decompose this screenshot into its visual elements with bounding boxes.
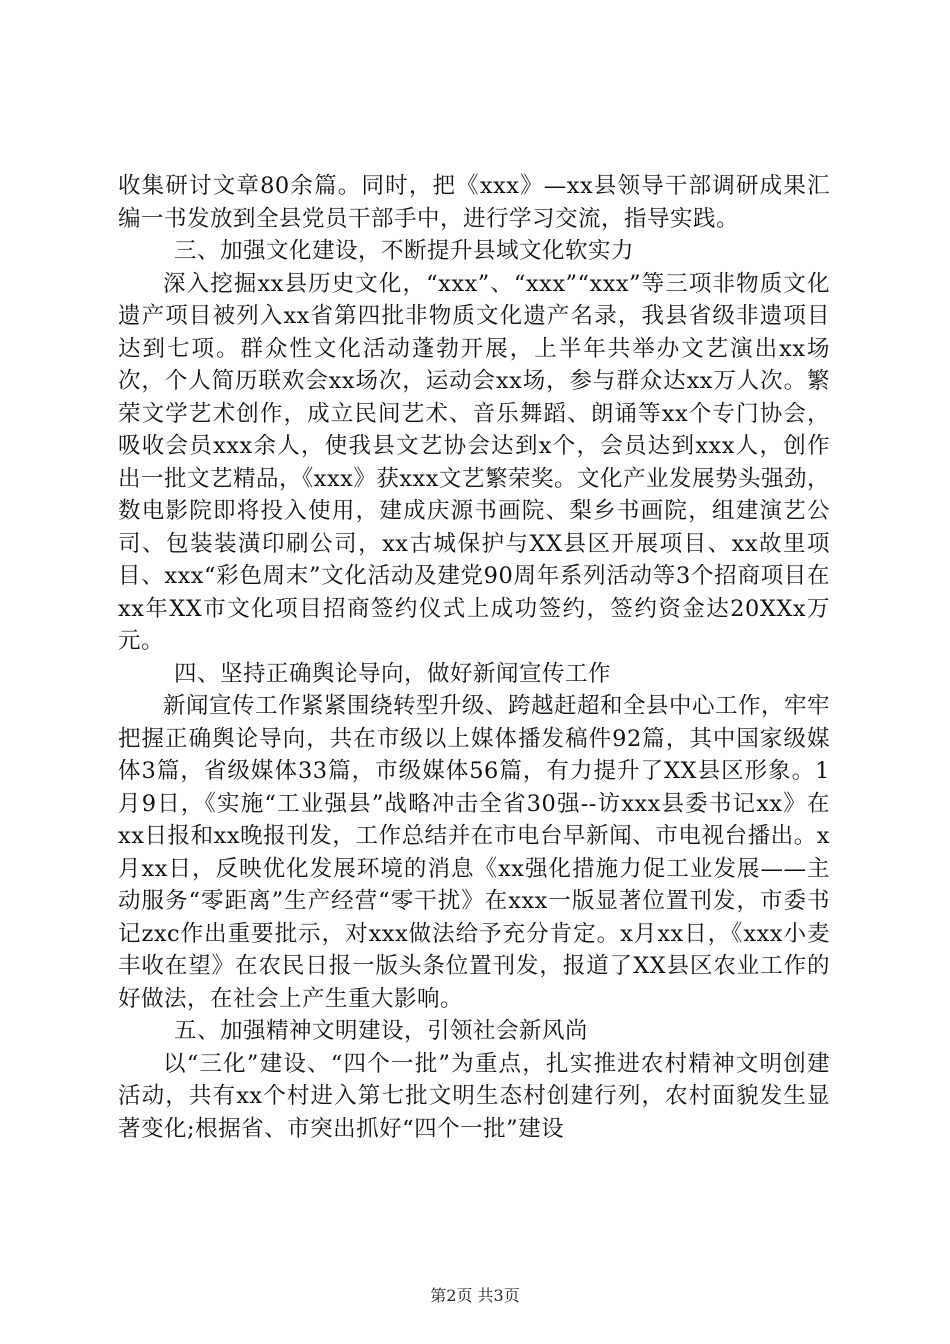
section-heading-5: 五、加强精神文明建设，引领社会新风尚 <box>174 1018 589 1044</box>
paragraph-culture: 深入挖掘xx县历史文化，“xxx”、“xxx”“xxx”等三项非物质文化遗产项目被列入xx省第四批非物质文化遗产名录，我县省级非遗项目达到七项。群众性文化活动蓬勃开展，上半年共举办文艺演出xx场次，个人简历联欢会xx场次，运动会xx场，参与群众达xx万人次。繁荣文学艺术创作，成立民间艺术、音乐舞蹈、朗诵等xx个专门协会，吸收会员xxx余人，使我县文艺协会达到x个，会员达到xxx人，创作出一批文艺精品，《xxx》获xxx文艺繁荣奖。文化产业发展势头强劲，数电影院即将投入使用，建成庆源书画院、梨乡书画院，组建演艺公司、包装装潢印刷公司，xx古城保护与XX县区开展项目、xx故里项目、xxx“彩色周末”文化活动及建党90周年系列活动等3个招商项目在xx年XX市文化项目招商签约仪式上成功签约，签约资金达20XXx万元。 <box>118 270 830 654</box>
paragraph-news: 新闻宣传工作紧紧围绕转型升级、跨越赶超和全县中心工作，牢牢把握正确舆论导向，共在市级以上媒体播发稿件92篇，其中国家级媒体3篇，省级媒体33篇，市级媒体56篇，有力提升了XX县区形象。1月9日，《实施“工业强县”战略冲击全省30强--访xxx县委书记xx》在xx日报和xx晚报刊发，工作总结并在市电台早新闻、市电视台播出。x月xx日，反映优化发展环境的消息《xx强化措施力促工业发展——主动服务“零距离”生产经营“零干扰》在xxx一版显著位置刊发，市委书记zxc作出重要批示，对xxx做法给予充分肯定。x月xx日，《xxx小麦丰收在望》在农民日报一版头条位置刊发，报道了XX县区农业工作的好做法，在社会上产生重大影响。 <box>118 693 831 1012</box>
document-body <box>118 170 830 1145</box>
paragraph-civilization: 以“三化”建设、“四个一批”为重点，扎实推进农村精神文明创建活动，共有xx个村进入第七批文明生态村创建行列，农村面貌发生显著变化;根据省、市突出抓好“四个一批”建设 <box>118 1050 830 1142</box>
paragraph-intro: 收集研讨文章80余篇。同时，把《xxx》—xx县领导干部调研成果汇编一书发放到全县党员干部手中，进行学习交流，指导实践。 <box>118 173 830 232</box>
section-heading-4: 四、坚持正确舆论导向，做好新闻宣传工作 <box>174 660 612 687</box>
page-number-footer: 第2页 共3页 <box>430 1286 520 1305</box>
section-heading-3: 三、加强文化建设，不断提升县域文化软实力 <box>174 238 635 264</box>
